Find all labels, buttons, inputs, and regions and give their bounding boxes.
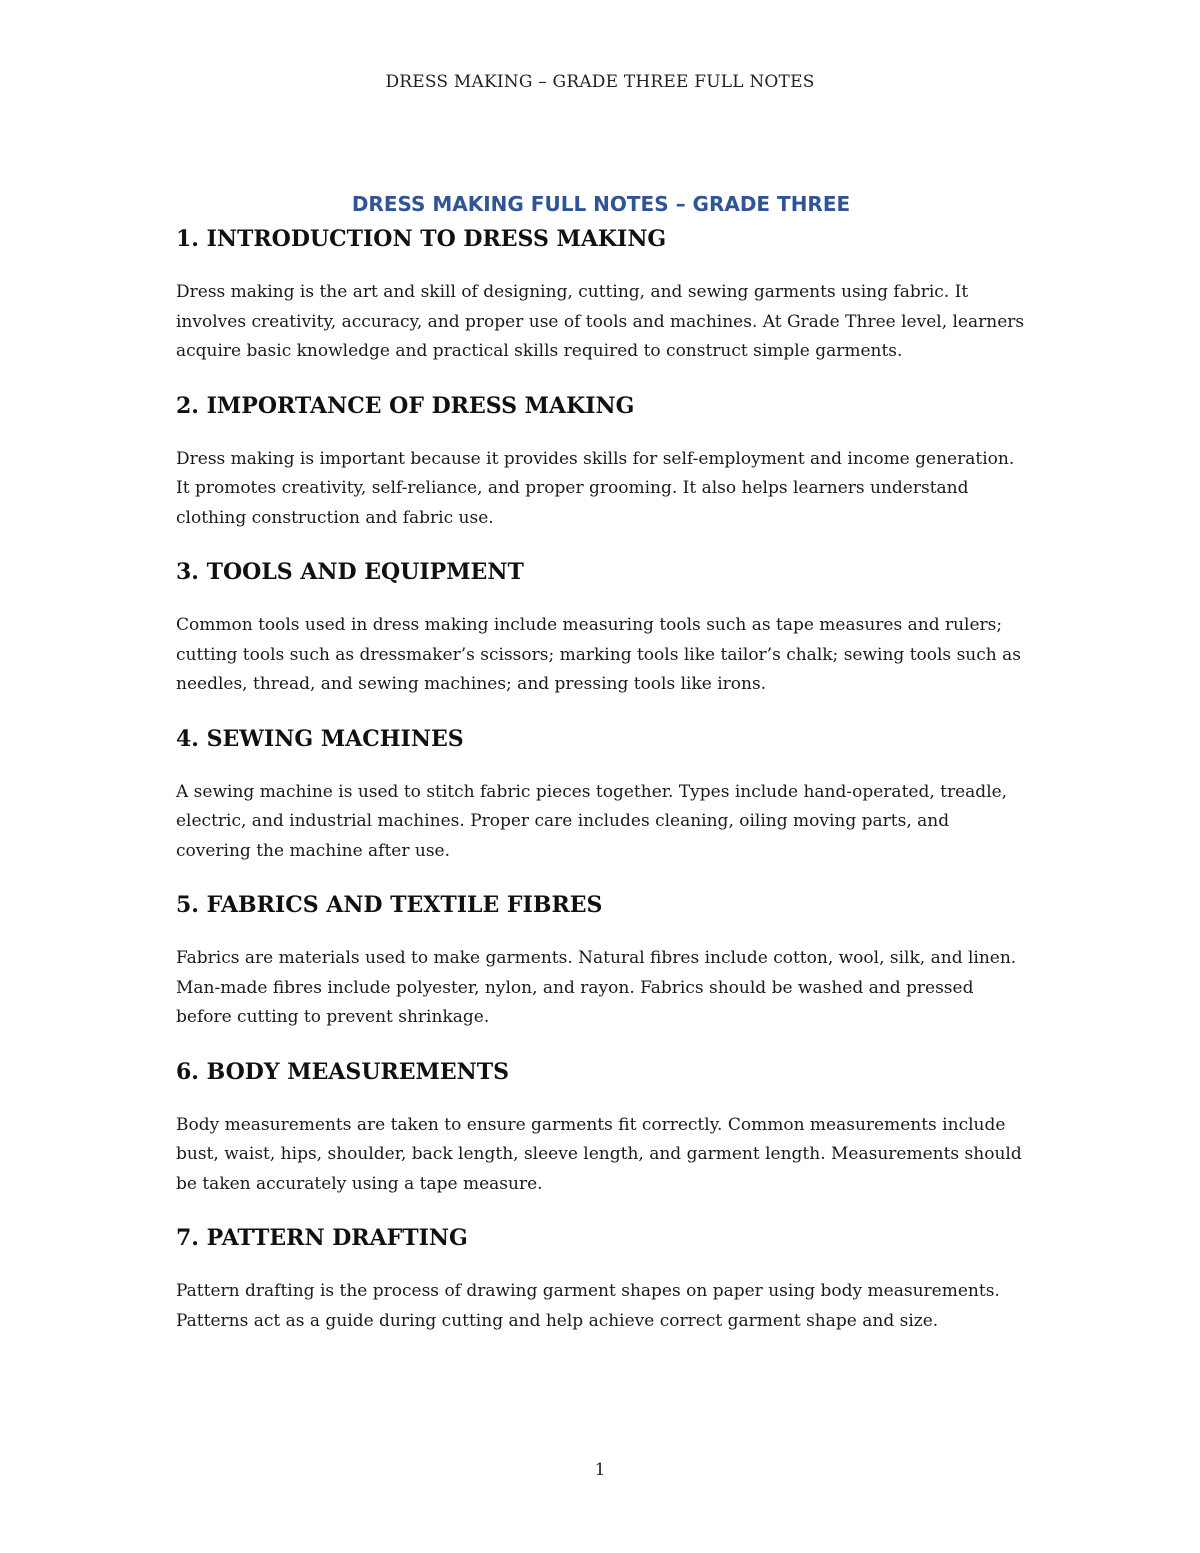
section-tools xyxy=(176,555,1026,700)
section-paragraph: A sewing machine is used to stitch fabric pieces together. Types include hand-operated, treadle, electric, and industrial machines. Proper care includes cleaning, oiling moving parts, and covering the machine after use. xyxy=(176,781,1008,861)
section-heading: 2. IMPORTANCE OF DRESS MAKING xyxy=(176,392,635,419)
document-title: DRESS MAKING FULL NOTES – GRADE THREE xyxy=(351,192,851,216)
page-number: 1 xyxy=(594,1460,606,1480)
section-heading: 3. TOOLS AND EQUIPMENT xyxy=(176,559,524,585)
section-paragraph: Dress making is the art and skill of designing, cutting, and sewing garments using fabric. It involves creativity, accuracy, and proper use of tools and machines. At Grade Three level, learners acquire basic knowledge and practical skills required to construct simple garments. xyxy=(176,282,1025,361)
section-heading: 6. BODY MEASUREMENTS xyxy=(176,1058,510,1085)
section-heading: 1. INTRODUCTION TO DRESS MAKING xyxy=(176,226,667,252)
section-paragraph: Fabrics are materials used to make garments. Natural fibres include cotton, wool, silk, and linen. Man-made fibres include polyester, nylon, and rayon. Fabrics should be washed and pressed before cutting to prevent shrinkage. xyxy=(176,948,1017,1027)
running-header: DRESS MAKING – GRADE THREE FULL NOTES xyxy=(385,72,815,92)
section-paragraph: Dress making is important because it provides skills for self-employment and income generation. It promotes creativity, self-reliance, and proper grooming. It also helps learners understand clothing construction and fabric use. xyxy=(176,448,1015,528)
section-introduction xyxy=(176,222,1026,367)
section-heading: 4. SEWING MACHINES xyxy=(176,725,464,752)
section-sewing-machines xyxy=(176,722,1026,867)
section-heading: 5. FABRICS AND TEXTILE FIBRES xyxy=(176,892,603,918)
section-paragraph: Pattern drafting is the process of drawing garment shapes on paper using body measurements. Patterns act as a guide during cutting and help achieve correct garment shape and size. xyxy=(176,1281,1000,1331)
section-paragraph: Common tools used in dress making include measuring tools such as tape measures and rulers; cutting tools such as dressmaker’s scissors; marking tools like tailor’s chalk; sewing tools such as needles, thread, and sewing machines; and pressing tools like irons. xyxy=(176,615,1021,694)
section-heading: 7. PATTERN DRAFTING xyxy=(176,1225,468,1251)
section-paragraph: Body measurements are taken to ensure garments fit correctly. Common measurements include bust, waist, hips, shoulder, back length, sleeve length, and garment length. Measurements should be taken accurately using a tape measure. xyxy=(176,1114,1022,1194)
section-importance xyxy=(176,389,1026,534)
section-body-measurements xyxy=(176,1055,1026,1200)
document-content xyxy=(176,192,1026,1358)
section-pattern-drafting xyxy=(176,1221,1026,1336)
section-fabrics xyxy=(176,888,1026,1033)
